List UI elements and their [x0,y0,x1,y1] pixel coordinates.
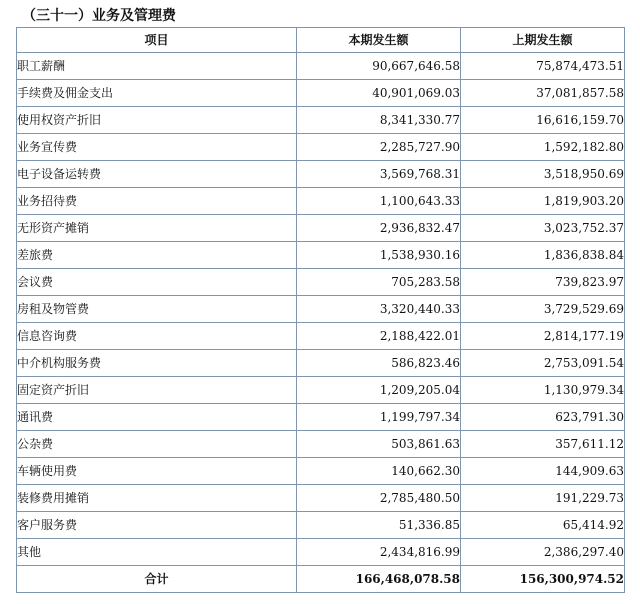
total-previous: 156,300,974.52 [461,566,625,593]
row-previous-value: 75,874,473.51 [461,53,625,80]
row-current-value: 3,320,440.33 [297,296,461,323]
row-item-label: 中介机构服务费 [17,350,297,377]
row-previous-value: 2,814,177.19 [461,323,625,350]
table-row [17,323,625,350]
row-current-value: 40,901,069.03 [297,80,461,107]
row-item-label: 会议费 [17,269,297,296]
header-current-period: 本期发生额 [297,28,461,53]
row-item-label: 房租及物管费 [17,296,297,323]
total-row [17,566,625,593]
row-item-label: 业务宣传费 [17,134,297,161]
row-previous-value: 3,023,752.37 [461,215,625,242]
row-current-value: 705,283.58 [297,269,461,296]
row-item-label: 无形资产摊销 [17,215,297,242]
table-row [17,539,625,566]
row-current-value: 2,785,480.50 [297,485,461,512]
header-row [17,28,625,53]
row-current-value: 1,100,643.33 [297,188,461,215]
row-previous-value: 357,611.12 [461,431,625,458]
row-current-value: 8,341,330.77 [297,107,461,134]
table-row [17,377,625,404]
section-title: （三十一）业务及管理费 [22,8,176,24]
row-item-label: 业务招待费 [17,188,297,215]
row-item-label: 客户服务费 [17,512,297,539]
total-label: 合计 [17,566,297,593]
row-current-value: 2,188,422.01 [297,323,461,350]
row-item-label: 职工薪酬 [17,53,297,80]
row-previous-value: 1,836,838.84 [461,242,625,269]
row-previous-value: 16,616,159.70 [461,107,625,134]
row-previous-value: 65,414.92 [461,512,625,539]
table-row [17,350,625,377]
table-row [17,512,625,539]
table-row [17,107,625,134]
row-previous-value: 1,819,903.20 [461,188,625,215]
row-item-label: 信息咨询费 [17,323,297,350]
row-previous-value: 37,081,857.58 [461,80,625,107]
row-previous-value: 2,753,091.54 [461,350,625,377]
table-row [17,242,625,269]
total-current: 166,468,078.58 [297,566,461,593]
row-item-label: 电子设备运转费 [17,161,297,188]
row-current-value: 1,199,797.34 [297,404,461,431]
row-current-value: 1,538,930.16 [297,242,461,269]
row-previous-value: 739,823.97 [461,269,625,296]
expense-table [16,27,625,593]
row-previous-value: 144,909.63 [461,458,625,485]
row-current-value: 2,434,816.99 [297,539,461,566]
row-previous-value: 3,729,529.69 [461,296,625,323]
row-current-value: 2,936,832.47 [297,215,461,242]
row-current-value: 3,569,768.31 [297,161,461,188]
header-item: 项目 [17,28,297,53]
table-row [17,53,625,80]
table-row [17,161,625,188]
row-current-value: 586,823.46 [297,350,461,377]
row-previous-value: 1,592,182.80 [461,134,625,161]
table-row [17,296,625,323]
table-row [17,80,625,107]
row-item-label: 其他 [17,539,297,566]
table-row [17,404,625,431]
row-current-value: 51,336.85 [297,512,461,539]
table-body [17,53,625,566]
row-previous-value: 623,791.30 [461,404,625,431]
row-item-label: 车辆使用费 [17,458,297,485]
table-row [17,188,625,215]
row-item-label: 通讯费 [17,404,297,431]
row-previous-value: 1,130,979.34 [461,377,625,404]
row-item-label: 差旅费 [17,242,297,269]
row-item-label: 固定资产折旧 [17,377,297,404]
row-current-value: 2,285,727.90 [297,134,461,161]
row-current-value: 140,662.30 [297,458,461,485]
row-current-value: 1,209,205.04 [297,377,461,404]
table-header [17,28,625,53]
row-item-label: 使用权资产折旧 [17,107,297,134]
row-previous-value: 3,518,950.69 [461,161,625,188]
row-item-label: 装修费用摊销 [17,485,297,512]
table-footer [17,566,625,593]
row-item-label: 手续费及佣金支出 [17,80,297,107]
row-item-label: 公杂费 [17,431,297,458]
header-previous-period: 上期发生额 [461,28,625,53]
row-previous-value: 2,386,297.40 [461,539,625,566]
table-row [17,485,625,512]
row-previous-value: 191,229.73 [461,485,625,512]
table-row [17,269,625,296]
table-row [17,215,625,242]
table-row [17,458,625,485]
row-current-value: 90,667,646.58 [297,53,461,80]
row-current-value: 503,861.63 [297,431,461,458]
table-row [17,134,625,161]
table-row [17,431,625,458]
